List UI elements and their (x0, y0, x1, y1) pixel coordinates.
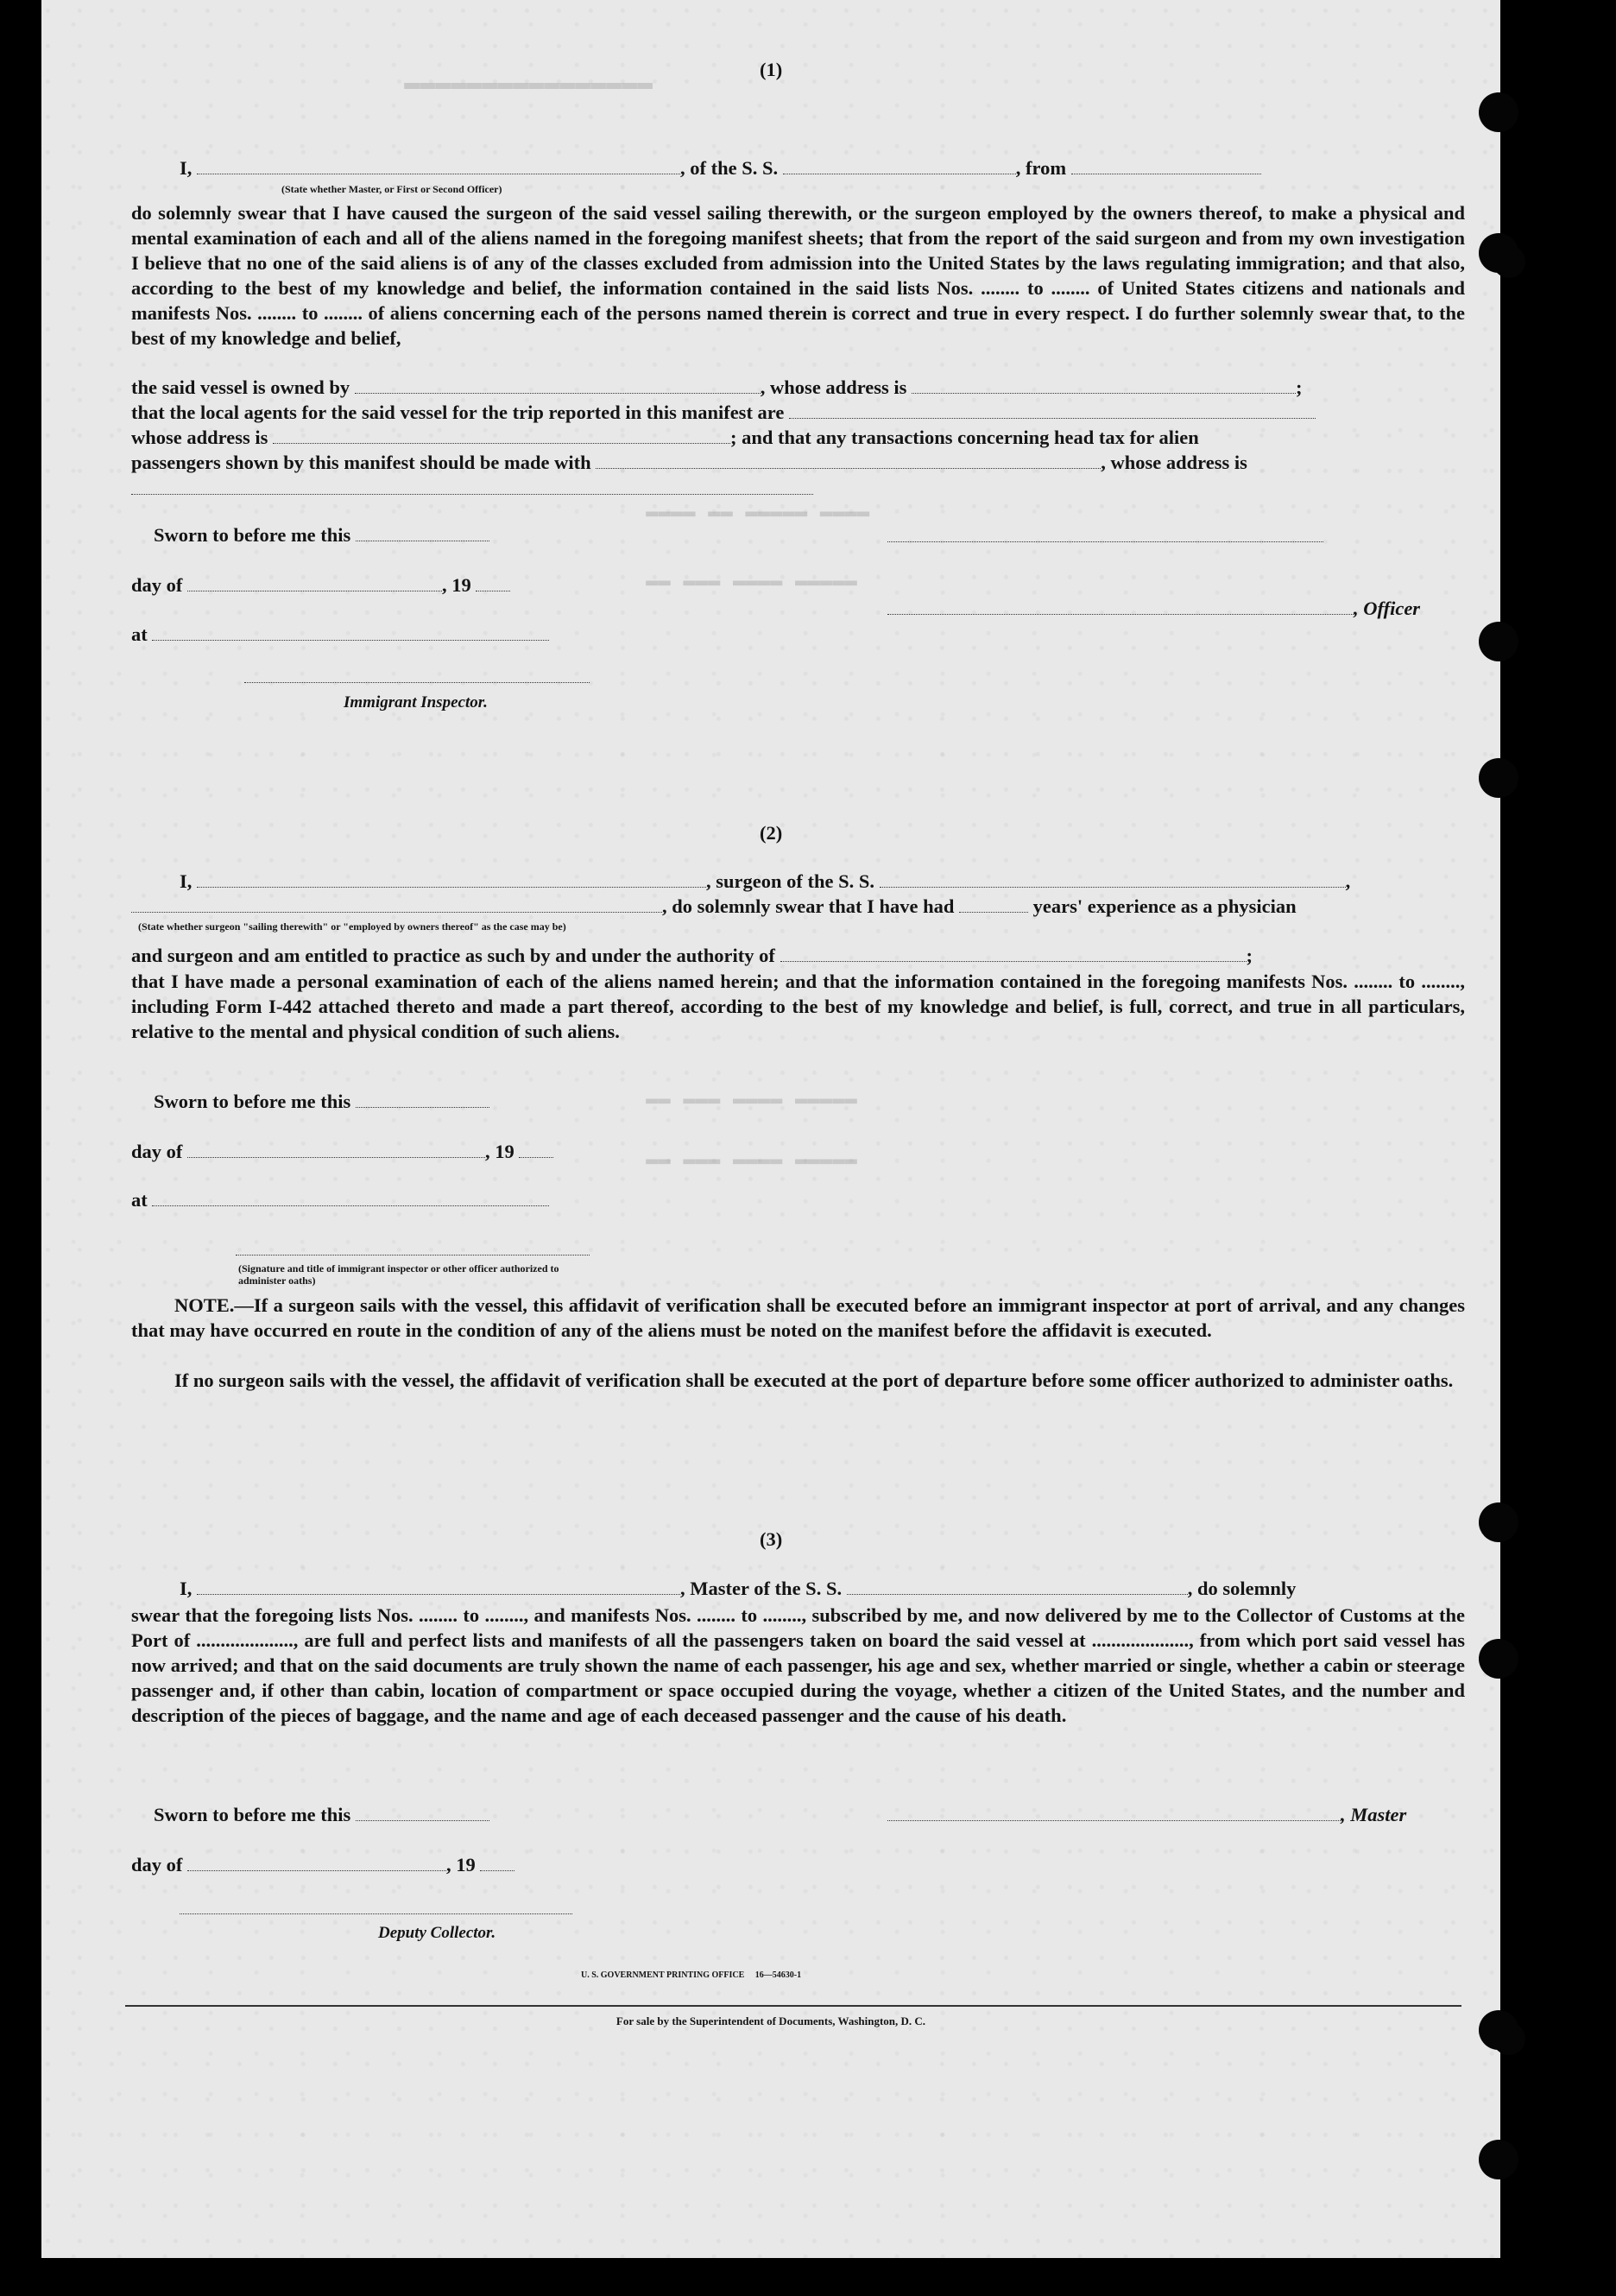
bleed-through-mark: ▬▬▬▬▬ ▬▬▬▬ ▬▬▬ ▬▬ (646, 1148, 857, 1172)
s2-surgeon-name-field[interactable] (197, 871, 706, 888)
s1-officer-caption: (State whether Master, or First or Second Officer) (281, 183, 502, 195)
s1-inspector-signature-line[interactable] (244, 682, 590, 683)
s1-at-line (131, 623, 549, 646)
s2-line1: I, , surgeon of the S. S. , (180, 870, 1351, 892)
s1-from-label: , from (1015, 157, 1067, 179)
s3-i-label: I, (180, 1578, 193, 1599)
s1-agents-field[interactable] (789, 402, 1316, 419)
s1-officer-field[interactable] (197, 158, 680, 174)
s3-year-field[interactable] (480, 1855, 514, 1871)
s1-owned-label: the said vessel is owned by (131, 376, 350, 398)
punch-hole (1479, 1502, 1518, 1542)
punch-hole (1479, 92, 1518, 132)
s2-year-label: , 19 (485, 1141, 514, 1162)
s1-officer-line (887, 598, 1420, 620)
form-page (41, 0, 1500, 2258)
s2-sworn-line (154, 1091, 489, 1113)
s2-at-field[interactable] (152, 1190, 549, 1206)
s3-swear-label: , do solemnly (1187, 1578, 1297, 1599)
s2-authority-field[interactable] (780, 946, 1247, 962)
s1-owned-line: the said vessel is owned by , whose address is ; (131, 376, 1303, 398)
bleed-through-mark: ▬▬▬▬▬ ▬▬▬▬ ▬▬▬ ▬▬ (646, 570, 857, 593)
s3-master-signature-line (887, 1804, 1406, 1826)
s3-master-signature-field[interactable] (887, 1805, 1341, 1821)
s3-sworn-label: Sworn to before me this (154, 1804, 351, 1825)
s2-at-line (131, 1189, 549, 1211)
punch-hole (1479, 233, 1518, 273)
note-label: NOTE. (174, 1294, 235, 1316)
s2-day-field[interactable] (187, 1142, 485, 1158)
s1-sworn-field[interactable] (356, 525, 489, 541)
section-1-number: (1) (760, 59, 783, 80)
s3-day-line (131, 1854, 514, 1876)
s3-dayof-label: day of (131, 1854, 183, 1875)
s3-year-label: , 19 (446, 1854, 476, 1875)
note-paragraph-2: If no surgeon sails with the vessel, the affidavit of verification shall be executed at the port of departure before some officer authorized to administer oaths. (174, 1369, 1454, 1391)
s1-sworn-label: Sworn to before me this (154, 524, 351, 546)
s2-line3: and surgeon and am entitled to practice as such by and under the authority of ; (131, 945, 1253, 966)
punch-hole (1479, 1639, 1518, 1679)
s1-year-field[interactable] (476, 575, 510, 591)
s1-at-label: at (131, 623, 148, 645)
s3-sworn-line (154, 1804, 489, 1826)
s1-owner-address-label: , whose address is (760, 376, 907, 398)
s1-sworn-line (154, 524, 489, 547)
bleed-through-mark: ▬▬▬▬▬ ▬▬▬▬ ▬▬▬ ▬▬ (646, 1088, 857, 1111)
punch-hole (1479, 2140, 1518, 2179)
s2-i-label: I, (180, 870, 193, 892)
s3-day-field[interactable] (187, 1855, 446, 1871)
s1-agents-address-field[interactable] (273, 427, 730, 444)
s1-agents-label: that the local agents for the said vessel for the trip reported in this manifest are (131, 402, 785, 423)
s1-officer-label: , Officer (1354, 598, 1421, 619)
s2-years-label: years' experience as a physician (1032, 895, 1297, 917)
s1-agents-line (131, 402, 1316, 424)
s2-day-line (131, 1141, 553, 1163)
punch-hole (1479, 758, 1518, 798)
s1-officer-signature-field[interactable] (887, 598, 1354, 615)
s1-owner-field[interactable] (355, 377, 761, 394)
s3-master-sig-label: , Master (1341, 1804, 1407, 1825)
s2-years-field[interactable] (959, 896, 1028, 913)
s2-sworn-field[interactable] (356, 1091, 489, 1108)
s1-agents-address-line (131, 427, 1199, 449)
s1-whose2-label: , whose address is (1101, 452, 1247, 473)
s1-day-line (131, 574, 510, 597)
s3-deputy-label: Deputy Collector. (378, 1924, 496, 1942)
section-2-number: (2) (760, 822, 783, 844)
s2-surgeon-type-field[interactable] (131, 896, 662, 913)
s3-master-label: , Master of the S. S. (680, 1578, 843, 1599)
s2-line2 (131, 895, 1297, 918)
s1-officer-signature-line[interactable] (887, 541, 1323, 542)
printing-office-line: U. S. GOVERNMENT PRINTING OFFICE 16—54630-1 (581, 1970, 802, 1980)
s1-address-continuation-line[interactable] (131, 494, 813, 495)
sale-notice: For sale by the Superintendent of Documents, Washington, D. C. (615, 2015, 926, 2027)
s2-at-label: at (131, 1189, 148, 1211)
s2-signature-caption: (Signature and title of immigrant inspector or other officer authorized to administer oaths) (238, 1262, 559, 1287)
note-text-1: —If a surgeon sails with the vessel, this affidavit of verification shall be executed before an immigrant inspector at port of arrival, and any changes that may have occurred en route in the condition of any of the aliens must be noted on the manifest before the affidavit is executed. (131, 1294, 1465, 1341)
s2-vessel-field[interactable] (880, 871, 1346, 888)
s1-day-field[interactable] (187, 575, 442, 591)
s1-vessel-field[interactable] (783, 158, 1016, 174)
s2-sworn-label: Sworn to before me this (154, 1091, 351, 1112)
s1-owner-address-field[interactable] (912, 377, 1296, 394)
s1-headtax-party-field[interactable] (596, 452, 1101, 469)
s1-from-field[interactable] (1071, 158, 1261, 174)
s2-surgeon-label: , surgeon of the S. S. (706, 870, 875, 892)
bleed-through-mark: ▬▬▬▬▬▬▬▬▬▬▬▬▬▬▬▬ (404, 69, 653, 98)
s3-deputy-signature-line[interactable] (180, 1913, 572, 1914)
s3-master-name-field[interactable] (197, 1578, 680, 1595)
s2-dayof-label: day of (131, 1141, 183, 1162)
s1-passengers-label: passengers shown by this manifest should be made with (131, 452, 591, 473)
s1-headtax-label: ; and that any transactions concerning head tax for alien (730, 427, 1199, 448)
s2-authority-label: and surgeon and am entitled to practice as such by and under the authority of (131, 945, 775, 966)
section-3-number: (3) (760, 1528, 783, 1550)
note-paragraph-1 (131, 1293, 1465, 1343)
punch-hole (1479, 622, 1518, 661)
s1-at-field[interactable] (152, 624, 549, 641)
s3-body: swear that the foregoing lists Nos. ........ to ........, and manifests Nos. ........ to ........, subscribed by me, and now delivered by me to the Collector of Customs at the Port of ...................., are full and perfect lists and manifests of all the passengers taken on board the said vessel at ...................., from which port said vessel has now arrived; and that on the said documents are truly shown the name of each passenger, his age and sex, whether married or single, whether a cabin or steerage passenger and, if other than cabin, location of compartment or space occupied during the voyage, whether a citizen of the United States, and the number and description of the pieces of baggage, and the name and age of each deceased passenger and the cause of his death. (131, 1604, 1465, 1726)
s2-swear-label: , do solemnly swear that I have had (662, 895, 955, 917)
s1-inspector-label: Immigrant Inspector. (344, 693, 488, 712)
s2-year-field[interactable] (519, 1142, 553, 1158)
s1-whose-label: whose address is (131, 427, 268, 448)
s1-i-label: I, (180, 157, 193, 179)
s1-dayof-label: day of (131, 574, 183, 596)
bleed-through-mark: ▬▬▬▬ ▬▬▬▬▬ ▬▬ ▬▬▬▬ (646, 501, 870, 524)
s2-officer-signature-line[interactable] (236, 1255, 590, 1256)
s2-surgeon-caption: (State whether surgeon "sailing therewith" or "employed by owners thereof" as the case may be) (138, 920, 566, 933)
s1-year-label: , 19 (442, 574, 471, 596)
punch-hole (1479, 2010, 1518, 2050)
s3-line1 (180, 1578, 1296, 1600)
s3-vessel-field[interactable] (847, 1578, 1188, 1595)
s1-passengers-line (131, 452, 1247, 474)
footer-rule (125, 2005, 1461, 2007)
s2-body: that I have made a personal examination of each of the aliens named herein; and that the information contained in the foregoing manifests Nos. ........ to ........, including Form I-442 attached thereto and made a part thereof, according to the best of my knowledge and belief, is full, correct, and true in all particulars, relative to the mental and physical condition of such aliens. (131, 971, 1465, 1042)
s1-line1 (180, 157, 1261, 180)
s1-body: do solemnly swear that I have caused the surgeon of the said vessel sailing therewith, or the surgeon employed by the owners thereof, to make a physical and mental examination of each and all of the aliens named in the foregoing manifest sheets; that from the report of the said surgeon and from my own investigation I believe that no one of the said aliens is of any of the classes excluded from admission into the United States by the laws regulating immigration; and that also, according to the best of my knowledge and belief, the information contained in the said lists Nos. ........ to ........ of United States citizens and nationals and manifests Nos. ........ to ........ of aliens concerning each of the persons named therein is correct and true in every respect. I do further solemnly swear that, to the best of my knowledge and belief, (131, 202, 1465, 349)
s3-sworn-field[interactable] (356, 1805, 489, 1821)
s1-vessel-label: , of the S. S. (680, 157, 779, 179)
